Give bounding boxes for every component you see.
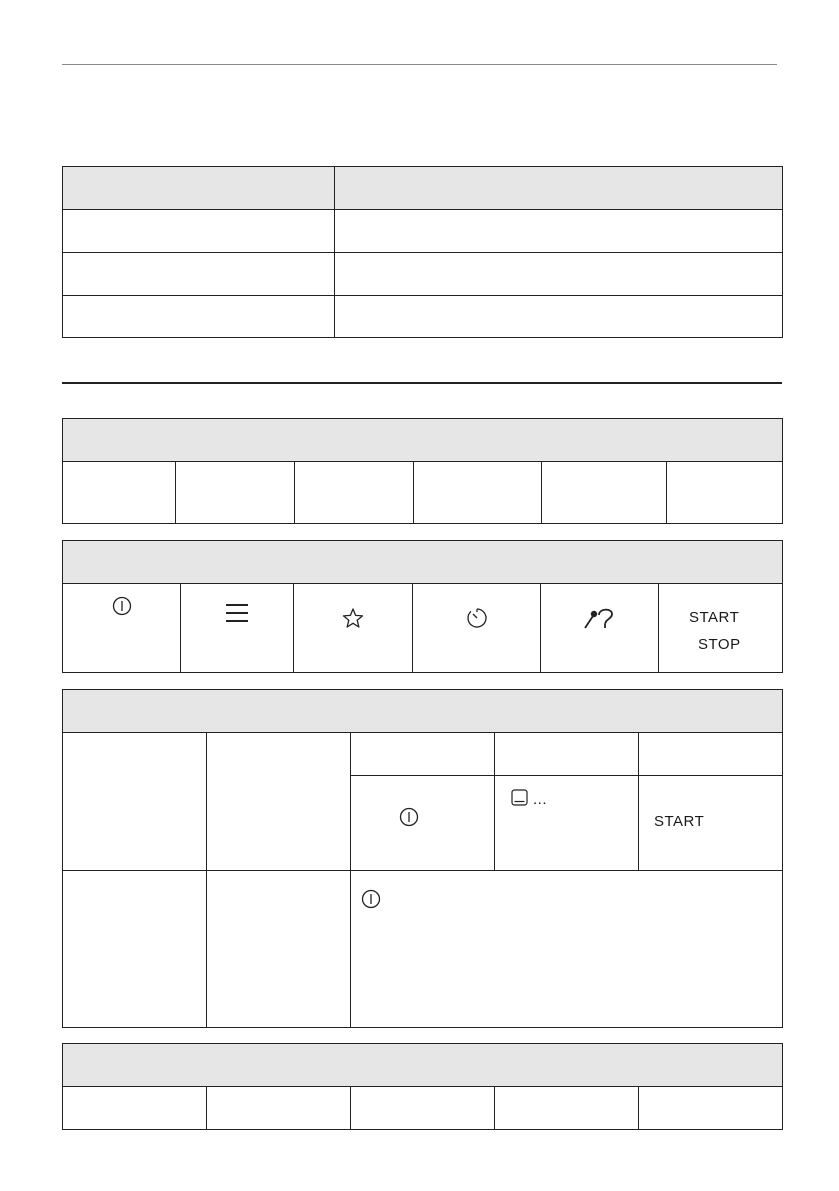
star-icon[interactable] — [294, 584, 412, 633]
food-sensor-key-cell — [541, 584, 659, 673]
section-rule — [62, 382, 782, 384]
step-cell — [639, 1087, 783, 1130]
info-table-cell — [335, 296, 783, 338]
procedure-cavity-cell — [495, 776, 639, 871]
favourite-key-cell — [294, 584, 413, 673]
procedure-step-cell — [207, 871, 351, 1028]
stop-button-label[interactable]: STOP — [698, 636, 741, 653]
procedure-note-cell — [351, 871, 783, 1028]
procedure-start-cell — [639, 776, 783, 871]
procedure-step-cell — [63, 871, 207, 1028]
procedure-subheader-cell — [351, 733, 495, 776]
steps-table-2-header — [63, 1044, 783, 1087]
start-button-label[interactable]: START — [689, 609, 740, 626]
steps-table-header — [63, 419, 783, 462]
header-rule — [62, 64, 777, 65]
procedure-table — [62, 689, 783, 1028]
procedure-subheader-cell — [639, 733, 783, 776]
step-cell — [351, 1087, 495, 1130]
timer-key-cell — [413, 584, 541, 673]
info-table — [62, 166, 783, 338]
step-cell — [542, 462, 667, 524]
step-cell — [667, 462, 783, 524]
info-table-cell — [63, 253, 335, 296]
procedure-power-cell — [351, 776, 495, 871]
info-table-cell — [63, 210, 335, 253]
food-sensor-icon[interactable] — [541, 584, 658, 634]
step-cell — [63, 462, 176, 524]
control-panel-table — [62, 540, 783, 673]
steps-table-2 — [62, 1043, 783, 1130]
procedure-step-cell — [63, 733, 207, 871]
power-icon — [351, 871, 782, 913]
procedure-step-cell — [207, 733, 351, 871]
procedure-header — [63, 690, 783, 733]
step-cell — [207, 1087, 351, 1130]
info-table-cell — [335, 253, 783, 296]
step-cell — [176, 462, 295, 524]
info-table-cell — [63, 296, 335, 338]
step-cell — [495, 1087, 639, 1130]
start-stop-key-cell — [659, 584, 783, 673]
start-label: START — [654, 813, 705, 830]
power-icon — [351, 776, 494, 831]
info-table-header-cell — [63, 167, 335, 210]
info-table-header-cell — [335, 167, 783, 210]
step-cell — [63, 1087, 207, 1130]
menu-icon[interactable] — [181, 584, 293, 627]
step-cell — [414, 462, 542, 524]
power-icon[interactable] — [63, 584, 180, 620]
info-table-cell — [335, 210, 783, 253]
oven-cavity-icon — [511, 789, 528, 810]
steps-table-1 — [62, 418, 783, 524]
timer-icon[interactable] — [413, 584, 540, 633]
procedure-subheader-cell — [495, 733, 639, 776]
ellipsis-text: ... — [533, 791, 548, 808]
control-panel-header — [63, 541, 783, 584]
step-cell — [295, 462, 414, 524]
menu-key-cell — [181, 584, 294, 673]
power-key-cell — [63, 584, 181, 673]
